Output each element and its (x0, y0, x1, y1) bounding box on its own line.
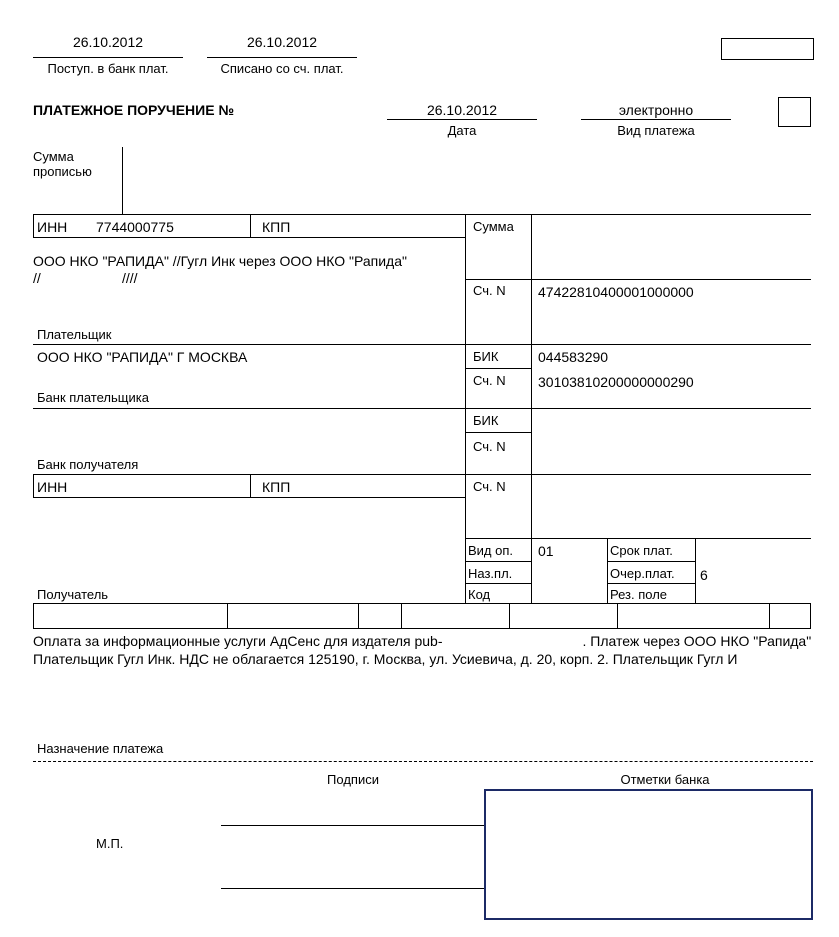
amount-words-divider (122, 147, 123, 215)
bank-receipt-line (33, 57, 183, 58)
codes-top-line (465, 538, 811, 539)
payer-inn-left (33, 214, 34, 237)
payer-bik-label: БИК (473, 349, 499, 364)
recipient-account-label: Сч. N (473, 479, 506, 494)
recip-bik-bottom-line (465, 432, 531, 433)
payment-type-label: Вид платежа (617, 123, 695, 138)
status-box (778, 97, 811, 127)
codes-row-1b (607, 561, 695, 562)
payer-bik-bottom-line (465, 368, 531, 369)
ocher-plat-value: 6 (700, 567, 708, 583)
payer-inn-value: 7744000775 (96, 219, 174, 235)
tax-div-2 (358, 603, 359, 629)
bank-receipt-date: 26.10.2012 (72, 34, 144, 50)
payment-type: электронно (618, 102, 694, 118)
payer-name-line2-start: // (33, 270, 41, 286)
payer-account-value: 47422810400001000000 (538, 284, 694, 300)
recipient-label: Получатель (37, 587, 109, 602)
recipient-kpp-label: КПП (262, 479, 291, 495)
codes-row-1 (465, 561, 531, 562)
payer-corr-account-value: 30103810200000000290 (538, 374, 694, 390)
payer-inn-bottom (33, 237, 465, 238)
payer-bank-label: Банк плательщика (37, 390, 149, 405)
cut-line (33, 761, 813, 762)
document-title: ПЛАТЕЖНОЕ ПОРУЧЕНИЕ № (33, 102, 235, 118)
document-date: 26.10.2012 (426, 102, 498, 118)
payment-purpose-part1: Оплата за информационные услуги АдСенс для издателя pub- (33, 633, 443, 649)
codes-row-2 (465, 583, 531, 584)
tax-div-6 (769, 603, 770, 629)
payment-type-line (581, 119, 731, 120)
form-code-box (721, 38, 814, 60)
recipient-bik-label: БИК (473, 413, 499, 428)
tax-div-1 (227, 603, 228, 629)
payer-account-label: Сч. N (473, 283, 506, 298)
rez-pole-label: Рез. поле (610, 587, 668, 602)
mp-label: М.П. (96, 836, 124, 851)
debit-date: 26.10.2012 (246, 34, 318, 50)
payer-kpp-label: КПП (262, 219, 291, 235)
recip-inn-kpp-divider (250, 474, 251, 497)
recipient-corr-account-label: Сч. N (473, 439, 506, 454)
payer-bank-name: ООО НКО "РАПИДА" Г МОСКВА (37, 349, 248, 365)
payment-purpose-label: Назначение платежа (37, 741, 164, 756)
grid-line-top (33, 214, 811, 215)
bank-stamp-box (484, 789, 813, 920)
naz-pl-label: Наз.пл. (468, 566, 513, 581)
signatures-label: Подписи (327, 772, 379, 787)
bank-receipt-label: Поступ. в банк плат. (47, 61, 169, 76)
signature-line-2 (221, 888, 484, 889)
srok-plat-label: Срок плат. (610, 543, 673, 558)
payer-name-line1: ООО НКО "РАПИДА" //Гугл Инк через ООО НКО "Рапида" (33, 253, 407, 269)
recip-bank-bottom-line (33, 474, 811, 475)
signature-line-1 (221, 825, 484, 826)
payer-label: Плательщик (37, 327, 112, 342)
codes-divider-1 (607, 538, 608, 603)
tax-div-4 (509, 603, 510, 629)
amount-words-label-2: прописью (33, 164, 92, 179)
payer-bik-value: 044583290 (538, 349, 609, 365)
vid-op-value: 01 (538, 543, 554, 559)
debit-date-label: Списано со сч. плат. (220, 61, 344, 76)
amount-words-label-1: Сумма (33, 149, 74, 164)
payer-bank-bottom-line (33, 408, 811, 409)
tax-div-3 (401, 603, 402, 629)
payer-bottom-line (33, 344, 811, 345)
payer-inn-kpp-divider (250, 214, 251, 237)
recipient-inn-label: ИНН (37, 479, 68, 495)
sum-bottom-line (465, 279, 811, 280)
sum-label: Сумма (473, 219, 514, 234)
payer-corr-account-label: Сч. N (473, 373, 506, 388)
codes-row-2b (607, 583, 695, 584)
payment-purpose-text (33, 632, 813, 668)
kod-label: Код (468, 587, 491, 602)
document-date-label: Дата (447, 123, 477, 138)
recipient-bank-label: Банк получателя (37, 457, 139, 472)
vid-op-label: Вид оп. (468, 543, 514, 558)
document-date-line (387, 119, 537, 120)
bank-marks-label: Отметки банка (620, 772, 710, 787)
recip-inn-left (33, 474, 34, 497)
payer-inn-label: ИНН (37, 219, 68, 235)
payer-name-line2-end: //// (122, 270, 138, 286)
payment-purpose-part2: . Платеж через ООО НКО "Рапида" Плательщик Гугл Инк. НДС не облагается 125190, г. Москва, ул. Усиевича, д. 20, корп. 2. Плательщик Гугл И (33, 633, 812, 667)
debit-date-line (207, 57, 357, 58)
ocher-plat-label: Очер.плат. (610, 566, 675, 581)
tax-fields-row (33, 603, 811, 629)
recip-inn-bottom (33, 497, 465, 498)
tax-div-5 (617, 603, 618, 629)
codes-divider-2 (695, 538, 696, 603)
